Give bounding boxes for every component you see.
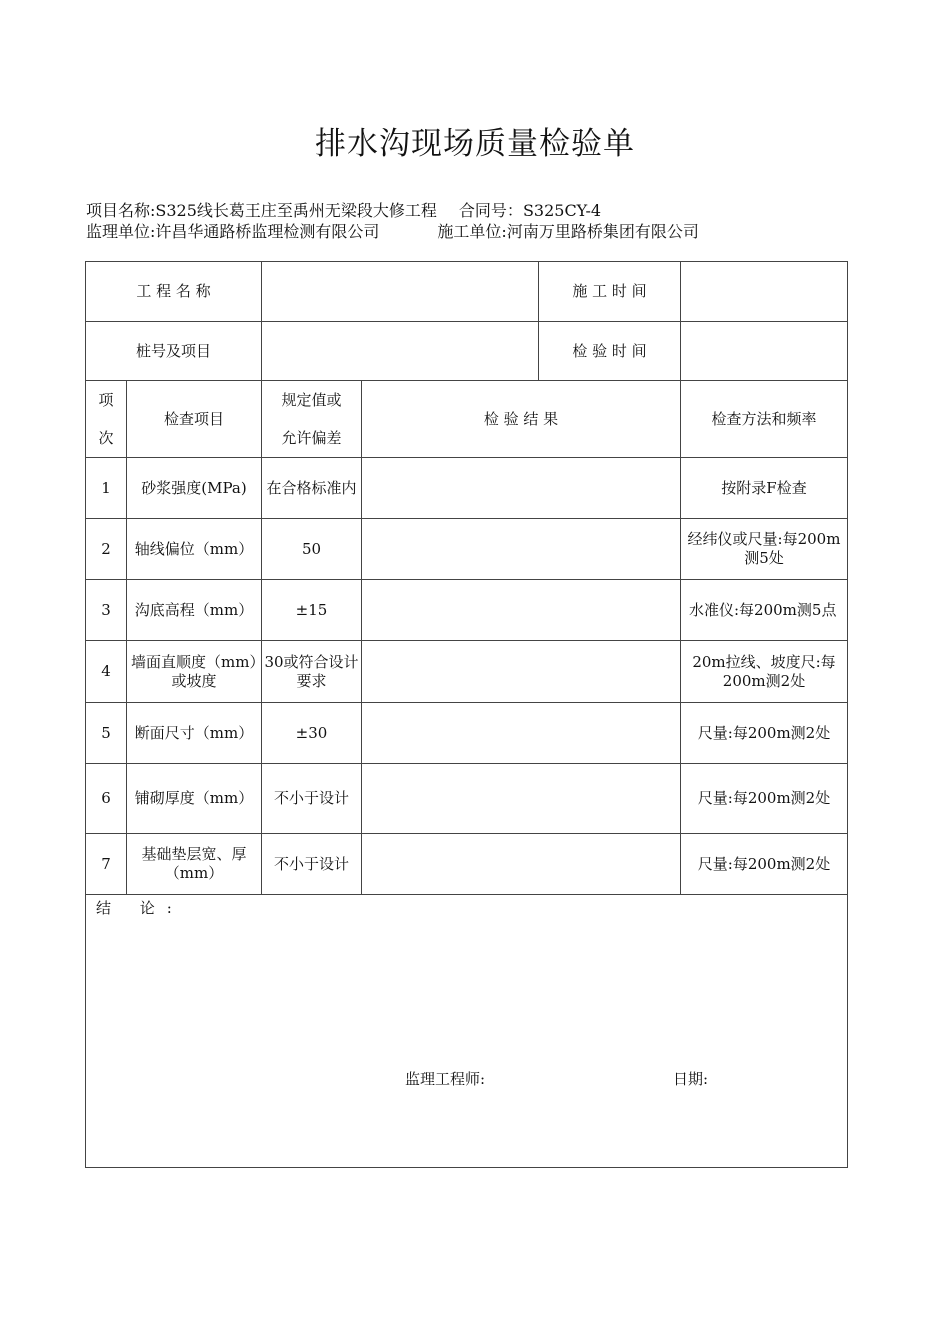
row-result-field[interactable] <box>362 458 681 519</box>
table-row <box>86 641 848 703</box>
row-result-field[interactable] <box>362 580 681 641</box>
row-method: 20m拉线、坡度尺:每200m测2处 <box>681 641 848 703</box>
construction-time-field[interactable] <box>681 262 848 322</box>
row-no: 6 <box>86 764 127 834</box>
inspection-time-field[interactable] <box>681 322 848 381</box>
conclusion-label: 结 论: <box>96 899 184 917</box>
row-result-field[interactable] <box>362 519 681 580</box>
project-name: S325线长葛王庄至禹州无梁段大修工程 <box>155 201 437 220</box>
conclusion-field[interactable] <box>86 895 848 1168</box>
row-method: 尺量:每200m测2处 <box>681 834 848 895</box>
row-check-item: 基础垫层宽、厚（mm） <box>127 834 262 895</box>
table-row <box>86 703 848 764</box>
row-spec: 在合格标准内 <box>262 458 362 519</box>
row-spec: 50 <box>262 519 362 580</box>
contractor-name: 河南万里路桥集团有限公司 <box>506 222 699 241</box>
contract-label: 合同号： <box>458 201 523 220</box>
row-spec: 不小于设计 <box>262 834 362 895</box>
table-row <box>86 580 848 641</box>
row-result-field[interactable] <box>362 641 681 703</box>
construction-time-label-cell: 施 工 时 间 <box>539 262 681 322</box>
column-header-row <box>86 381 848 458</box>
row-method: 水准仪:每200m测5点 <box>681 580 848 641</box>
row-spec: ±30 <box>262 703 362 764</box>
col-spec-header: 规定值或 允许偏差 <box>262 381 362 458</box>
header-row-station <box>86 322 848 381</box>
header-row-project <box>86 262 848 322</box>
project-name-label: 项目名称: <box>86 201 156 220</box>
row-method: 经纬仪或尺量:每200m测5处 <box>681 519 848 580</box>
table-row <box>86 834 848 895</box>
date-label: 日期: <box>673 1070 709 1088</box>
inspection-time-label-cell: 检 验 时 间 <box>539 322 681 381</box>
row-check-item: 轴线偏位（mm） <box>127 519 262 580</box>
contractor-label: 施工单位: <box>437 222 507 241</box>
row-no: 4 <box>86 641 127 703</box>
row-check-item: 沟底高程（mm） <box>127 580 262 641</box>
col-check-item-header: 检查项目 <box>127 381 262 458</box>
row-spec: 不小于设计 <box>262 764 362 834</box>
contract-number: S325CY-4 <box>522 201 602 220</box>
project-info-line <box>86 198 601 221</box>
col-item-no-header: 项 次 <box>86 381 127 458</box>
row-method: 按附录F检查 <box>681 458 848 519</box>
row-no: 5 <box>86 703 127 764</box>
row-no: 3 <box>86 580 127 641</box>
page-title: 排水沟现场质量检验单 <box>315 126 635 162</box>
row-method: 尺量:每200m测2处 <box>681 703 848 764</box>
row-spec: ±15 <box>262 580 362 641</box>
supervisor-label: 监理单位: <box>86 222 156 241</box>
supervisor-name: 许昌华通路桥监理检测有限公司 <box>155 222 380 241</box>
col-method-header: 检查方法和频率 <box>681 381 848 458</box>
engineer-signature-label: 监理工程师: <box>405 1070 486 1088</box>
row-check-item: 砂浆强度(MPa) <box>127 458 262 519</box>
table-row <box>86 764 848 834</box>
project-name-field[interactable] <box>262 262 539 322</box>
inspection-form-table <box>85 261 848 1168</box>
row-result-field[interactable] <box>362 703 681 764</box>
table-row <box>86 458 848 519</box>
row-no: 7 <box>86 834 127 895</box>
row-check-item: 断面尺寸（mm） <box>127 703 262 764</box>
units-info-line <box>86 219 699 242</box>
row-result-field[interactable] <box>362 764 681 834</box>
station-field[interactable] <box>262 322 539 381</box>
row-method: 尺量:每200m测2处 <box>681 764 848 834</box>
station-label-cell: 桩号及项目 <box>86 322 262 381</box>
row-check-item: 铺砌厚度（mm） <box>127 764 262 834</box>
row-no: 2 <box>86 519 127 580</box>
row-check-item: 墙面直顺度（mm）或坡度 <box>127 641 262 703</box>
row-spec: 30或符合设计要求 <box>262 641 362 703</box>
col-result-header: 检 验 结 果 <box>362 381 681 458</box>
row-result-field[interactable] <box>362 834 681 895</box>
conclusion-row <box>86 895 848 1168</box>
row-no: 1 <box>86 458 127 519</box>
table-row <box>86 519 848 580</box>
project-name-label-cell: 工 程 名 称 <box>86 262 262 322</box>
